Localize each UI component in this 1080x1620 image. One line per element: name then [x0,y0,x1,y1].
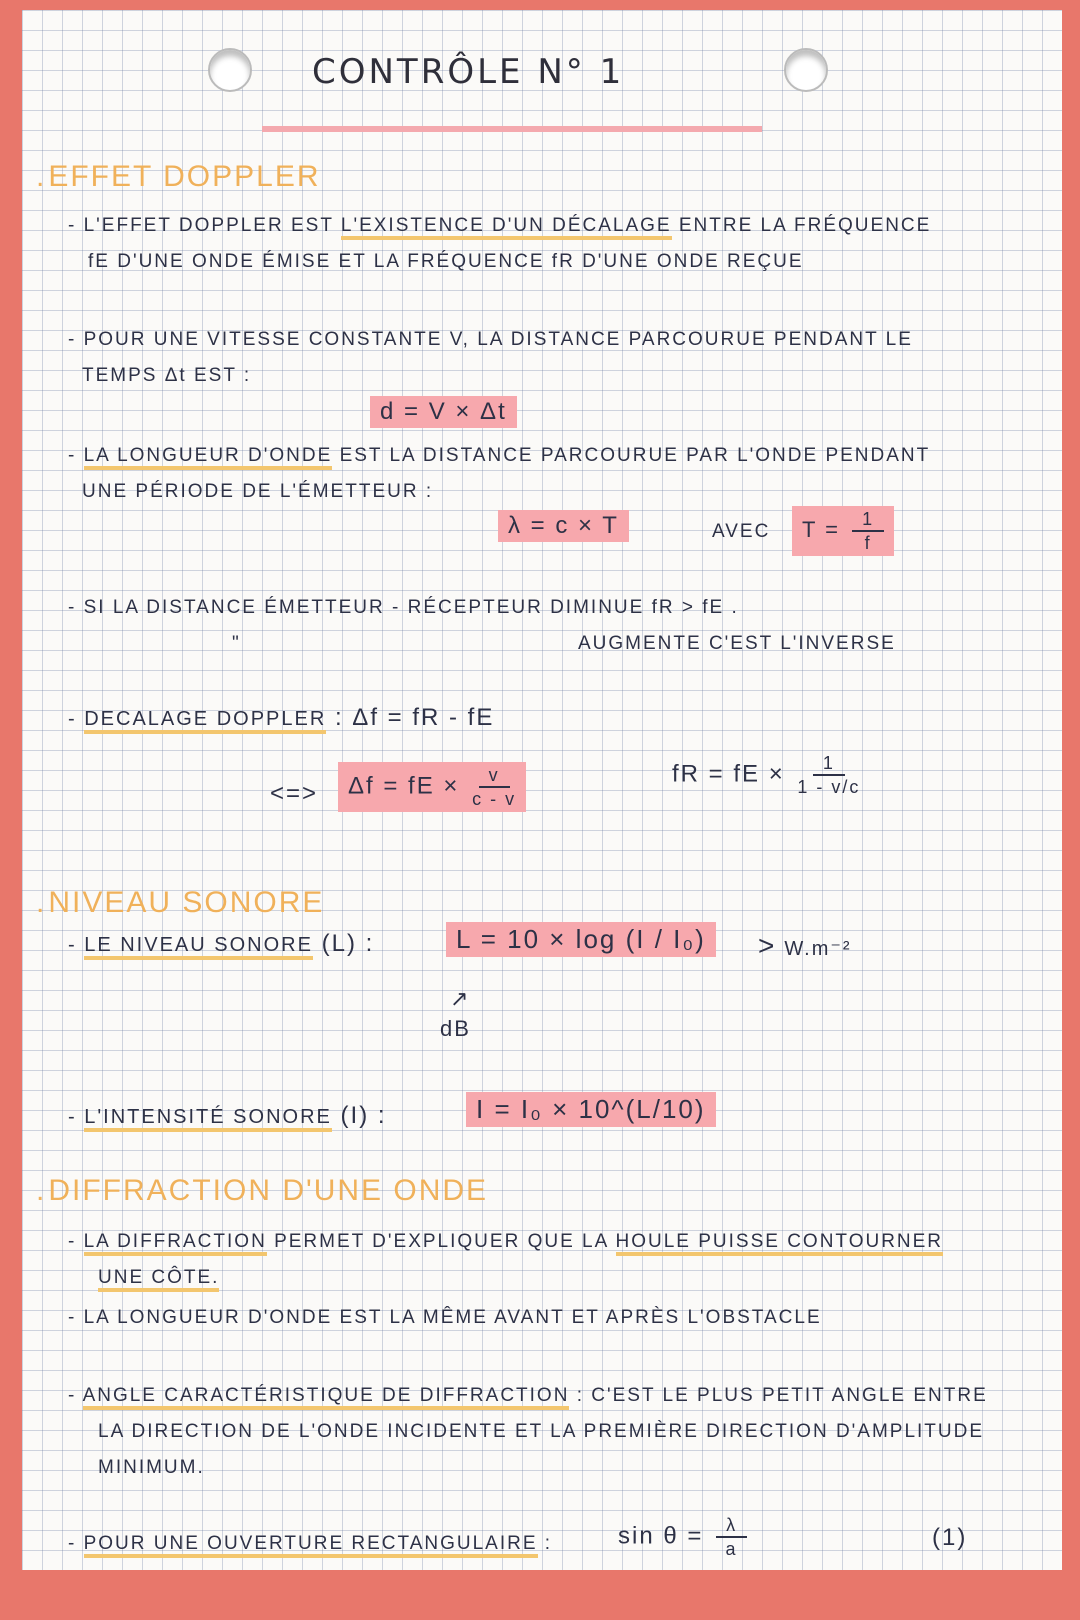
diffraction-line-3: - LA LONGUEUR D'ONDE EST LA MÊME AVANT ET APRÈS L'OBSTACLE [68,1307,822,1328]
formula-period [792,506,894,556]
underlined-text: POUR UNE OUVERTURE RECTANGULAIRE [84,1533,538,1558]
unit-label: > W.m⁻² [758,930,852,961]
niveau-line-1: - LE NIVEAU SONORE (L) : [68,926,374,963]
text: EST LA DISTANCE PARCOURUE PAR L'ONDE PENDANT [332,445,931,466]
diffraction-line-1: - LA DIFFRACTION PERMET D'EXPLIQUER QUE LA HOULE PUISSE CONTOURNER [68,1224,943,1260]
title-underline [262,126,762,132]
fraction [472,764,516,810]
underlined-text: L'EXISTENCE D'UN DÉCALAGE [341,215,672,240]
text: PERMET D'EXPLIQUER QUE LA [266,1231,616,1252]
underlined-text: HOULE PUISSE CONTOURNER [616,1231,944,1256]
text: - L'EFFET DOPPLER EST [68,215,341,236]
fraction [797,752,860,798]
underlined-text: DECALAGE DOPPLER [84,708,326,734]
underlined-text: LE NIVEAU SONORE [84,934,313,960]
formula-diffraction-angle [618,1514,747,1560]
doppler-line-9: - DECALAGE DOPPLER : Δf = fR - fE [68,700,494,737]
text: (I) : [331,1102,387,1129]
underlined-text: LA DIFFRACTION [84,1231,267,1256]
arrow-icon: ↗ [450,986,471,1011]
denominator: c - v [472,789,517,809]
underlined-text: LA LONGUEUR D'ONDE [84,445,333,470]
formula-distance: d = V × Δt [370,396,517,428]
avec-label: AVEC [712,521,771,542]
binder-hole [784,48,828,92]
denominator: 1 - v/c [797,777,861,797]
doppler-line-3: - POUR UNE VITESSE CONSTANTE V, LA DISTANCE PARCOURUE PENDANT LE [68,329,913,350]
diffraction-line-5: LA DIRECTION DE L'ONDE INCIDENTE ET LA PREMIÈRE DIRECTION D'AMPLITUDE [98,1421,985,1442]
denominator: a [725,1539,738,1559]
text: (L) : [312,930,375,957]
text: fR = fE × [672,760,785,788]
diffraction-line-6: MINIMUM. [98,1457,205,1478]
text: ENTRE LA FRÉQUENCE [671,215,932,236]
diffraction-line-4: - ANGLE CARACTÉRISTIQUE DE DIFFRACTION : C'EST LE PLUS PETIT ANGLE ENTRE [68,1378,988,1414]
decibel-label: dB [440,1016,471,1041]
numerator: 1 [852,508,884,532]
text: W.m⁻² [784,938,852,960]
ditto-mark: " [232,633,241,654]
doppler-line-7: - SI LA DISTANCE ÉMETTEUR - RÉCEPTEUR DIMINUE fR > fE . [68,597,739,618]
fraction [716,1514,747,1560]
formula-doppler-shift [338,762,526,812]
text: Δf = fE × [348,772,460,800]
underlined-text: L'INTENSITÉ SONORE [84,1106,332,1132]
section-diffraction: . DIFFRACTION D'UNE ONDE [36,1174,488,1208]
underlined-text: UNE CÔTE. [98,1267,219,1292]
doppler-line-6: UNE PÉRIODE DE L'ÉMETTEUR : [82,481,434,502]
equivalence-sign: <=> [270,780,319,807]
equation-number: (1) [932,1524,968,1551]
numerator: 1 [813,752,845,776]
text: : Δf = fR - fE [326,704,495,731]
page-title: CONTRÔLE N° 1 [312,52,625,92]
text: : [537,1533,553,1554]
underlined-text: ANGLE CARACTÉRISTIQUE DE DIFFRACTION [83,1385,570,1410]
formula-lambda: λ = c × T [498,510,629,542]
doppler-line-8: AUGMENTE C'EST L'INVERSE [578,633,896,654]
formula-received-frequency [672,752,860,798]
doppler-line-5: - LA LONGUEUR D'ONDE EST LA DISTANCE PARCOURUE PAR L'ONDE PENDANT [68,438,930,474]
section-niveau-sonore: . NIVEAU SONORE [36,886,324,920]
doppler-line-4: TEMPS Δt EST : [82,365,252,386]
notebook-sheet [22,10,1062,1570]
text: T = [802,516,841,542]
formula-sound-level: L = 10 × log (I / I₀) [446,922,716,957]
numerator: v [479,764,510,788]
niveau-line-2: - L'INTENSITÉ SONORE (I) : [68,1098,387,1135]
diffraction-line-2 [98,1260,219,1296]
denominator: f [864,533,872,553]
fraction [852,508,884,554]
doppler-line-1 [68,208,931,244]
doppler-line-2: fE D'UNE ONDE ÉMISE ET LA FRÉQUENCE fR D'UNE ONDE REÇUE [88,251,804,272]
text: sin θ = [618,1522,704,1550]
section-doppler: . EFFET DOPPLER [36,160,321,194]
diffraction-line-7: - POUR UNE OUVERTURE RECTANGULAIRE : [68,1526,552,1562]
numerator: λ [716,1514,747,1538]
formula-intensity: I = I₀ × 10^(L/10) [466,1092,716,1127]
text: : C'EST LE PLUS PETIT ANGLE ENTRE [569,1385,988,1406]
binder-hole [208,48,252,92]
